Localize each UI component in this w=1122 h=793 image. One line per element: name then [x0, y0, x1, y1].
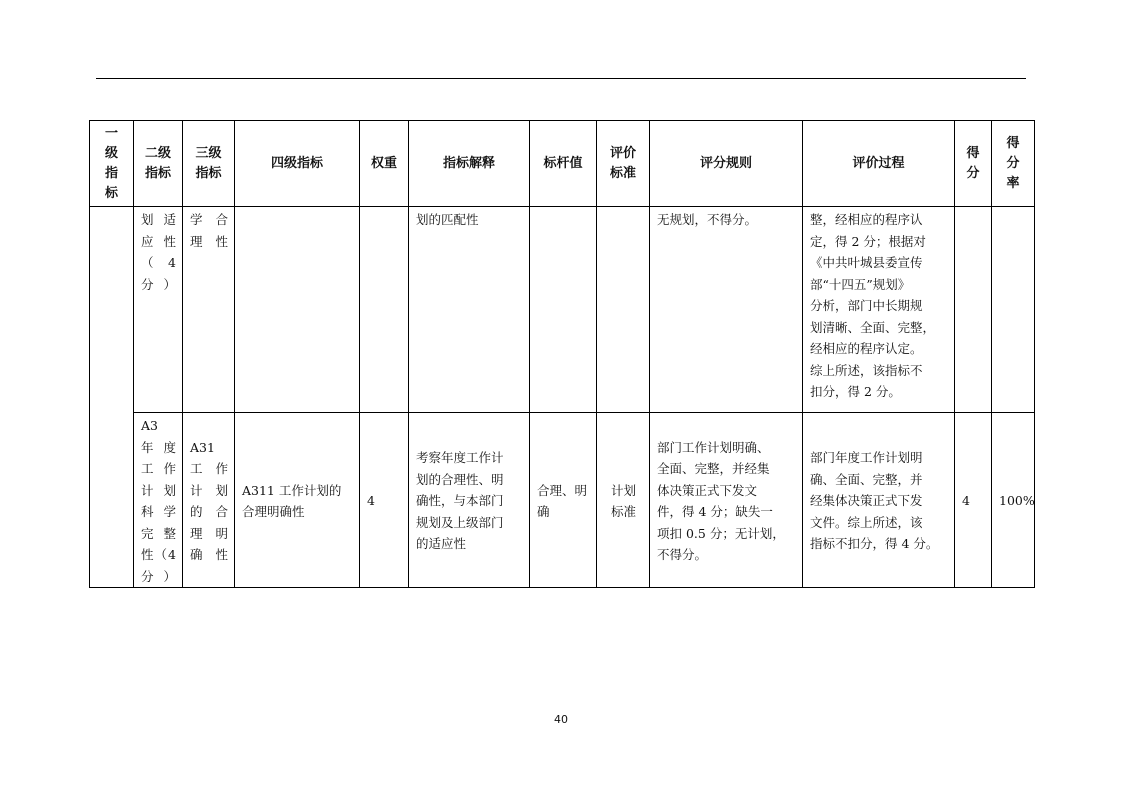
- header-explain: 指标解释: [409, 121, 530, 207]
- standard-cell: [597, 207, 650, 413]
- rules-cell: 无规划，不得分。: [650, 207, 803, 413]
- level4-cell: [235, 207, 360, 413]
- weight-cell: 4: [360, 413, 409, 588]
- process-cell: 整，经相应的程序认 定，得 2 分；根据对 《中共叶城县委宣传 部“十四五”规划》 分析，部门中长期规 划清晰、全面、完整， 经相应的程序认定。 综上所述，该指标不 扣分，得 2 分。: [803, 207, 955, 413]
- score-cell: 4: [955, 413, 992, 588]
- header-benchmark: 标杆值: [530, 121, 597, 207]
- header-level2: 二级 指标: [134, 121, 183, 207]
- header-process: 评价过程: [803, 121, 955, 207]
- header-weight: 权重: [360, 121, 409, 207]
- table-row: [90, 207, 1035, 413]
- evaluation-table: [89, 120, 1035, 588]
- table-header-row: [90, 121, 1035, 207]
- header-rate: 得 分 率: [992, 121, 1035, 207]
- score-cell: [955, 207, 992, 413]
- weight-cell: [360, 207, 409, 413]
- table-row: [90, 413, 1035, 588]
- page-number: 40: [554, 713, 568, 726]
- benchmark-cell: [530, 207, 597, 413]
- level3-cell: A31 工作 计划 的合 理明 确性: [183, 413, 235, 588]
- rate-cell: 100%: [992, 413, 1035, 588]
- header-level4: 四级指标: [235, 121, 360, 207]
- header-level1: 一 级 指 标: [90, 121, 134, 207]
- header-level3: 三级 指标: [183, 121, 235, 207]
- header-rules: 评分规则: [650, 121, 803, 207]
- explain-cell: 考察年度工作计 划的合理性、明 确性，与本部门 规划及上级部门 的适应性: [409, 413, 530, 588]
- benchmark-cell: 合理、明 确: [530, 413, 597, 588]
- level2-cell: A3 年度 工作 计划 科学 完整 性（4 分）: [134, 413, 183, 588]
- explain-cell: 划的匹配性: [409, 207, 530, 413]
- rules-cell: 部门工作计划明确、 全面、完整，并经集 体决策正式下发文 件，得 4 分；缺失一 项扣 0.5 分；无计划， 不得分。: [650, 413, 803, 588]
- level2-cell: 划适 应性 （ 4 分）: [134, 207, 183, 413]
- process-cell: 部门年度工作计划明 确、全面、完整，并 经集体决策正式下发 文件。综上所述，该 指标不扣分，得 4 分。: [803, 413, 955, 588]
- level1-cell: [90, 207, 134, 588]
- level4-cell: A311 工作计划的 合理明确性: [235, 413, 360, 588]
- header-score: 得 分: [955, 121, 992, 207]
- level3-cell: 学合 理性: [183, 207, 235, 413]
- standard-cell: 计划 标准: [597, 413, 650, 588]
- rate-cell: [992, 207, 1035, 413]
- header-standard: 评价 标准: [597, 121, 650, 207]
- header-rule: [96, 78, 1026, 79]
